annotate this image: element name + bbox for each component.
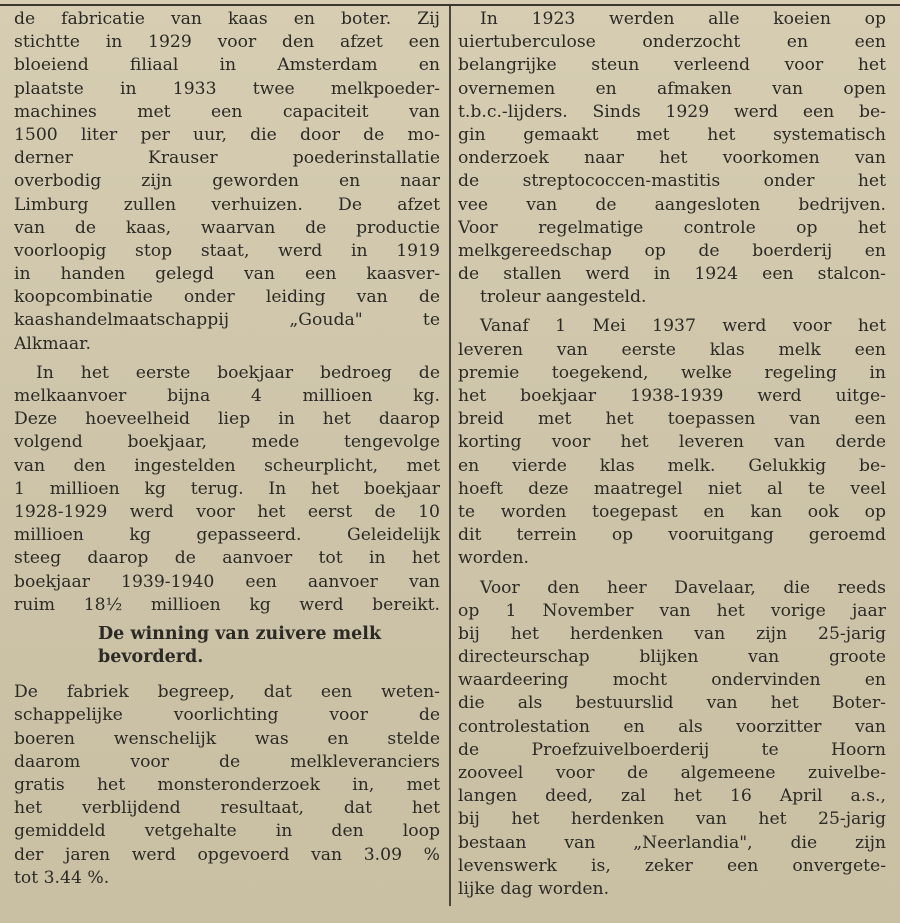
text-line: volgend boekjaar, mede tengevolge [14,432,440,453]
text-line: troleur aangesteld. [480,287,647,308]
left-column [14,8,440,890]
text-line: schappelijke voorlichting voor de [14,705,440,726]
section-heading-line: De winning van zuivere melk [98,623,382,644]
text-line: zooveel voor de algemeene zuivelbe- [458,763,886,783]
column-divider [449,6,451,906]
text-line: 1 millioen kg terug. In het boekjaar [14,478,440,499]
text-line: het verblijdend resultaat, dat het [14,798,440,819]
text-line: vee van de aangesloten bedrijven. [458,194,886,215]
text-line: en vierde klas melk. Gelukkig be- [458,455,886,476]
text-line: Vanaf 1 Mei 1937 werd voor het [480,316,886,337]
text-line: In 1923 werden alle koeien op [480,9,886,29]
text-line: machines met een capaciteit van [14,101,440,122]
text-line: gin gemaakt met het systematisch [458,124,886,145]
text-line: het boekjaar 1938-1939 werd uitge- [458,386,886,406]
text-line: Alkmaar. [14,333,91,354]
text-line: breid met het toepassen van een [458,409,886,430]
text-line: koopcombinatie onder leiding van de [14,287,440,308]
text-line: plaatste in 1933 twee melkpoeder- [14,78,440,99]
text-line: millioen kg gepasseerd. Geleidelijk [14,525,440,546]
text-line: tot 3.44 %. [14,867,110,888]
text-line: overbodig zijn geworden en naar [14,171,440,192]
text-line: langen deed, zal het 16 April a.s., [458,786,886,807]
text-line: op 1 November van het vorige jaar [458,600,886,621]
text-line: melkaanvoer bijna 4 millioen kg. [14,386,440,406]
text-line: Voor den heer Davelaar, die reeds [480,577,886,598]
text-line: boeren wenschelijk was en stelde [14,728,440,749]
text-line: directeurschap blijken van groote [458,647,886,668]
text-line: van den ingestelden scheurplicht, met [14,455,440,476]
text-line: bestaan van „Neerlandia", die zijn [458,832,886,853]
text-line: De fabriek begreep, dat een weten- [14,682,440,703]
left-paragraph-1 [14,8,440,356]
right-paragraph-2 [458,315,886,570]
text-line: kaashandelmaatschappij „Gouda" te [14,310,440,331]
text-line: lijke dag worden. [458,878,610,899]
text-line: Voor regelmatige controle op het [458,217,886,238]
text-line: boekjaar 1939-1940 een aanvoer van [14,571,440,592]
text-line: steeg daarop de aanvoer tot in het [14,548,440,569]
text-line: die als bestuurslid van het Boter- [458,693,886,714]
right-column [458,8,886,901]
left-paragraph-3 [14,681,440,890]
text-line: Limburg zullen verhuizen. De afzet [14,194,440,215]
text-line: stichtte in 1929 voor den afzet een [14,32,440,53]
text-line: Deze hoeveelheid liep in het daarop [14,409,440,430]
section-heading [14,623,440,669]
text-line: der jaren werd opgevoerd van 3.09 % [14,844,440,865]
text-line: daarom voor de melkleveranciers [14,751,440,772]
text-line: de fabricatie van kaas en boter. Zij [14,9,440,29]
text-line: onderzoek naar het voorkomen van [458,148,886,169]
text-line: belangrijke steun verleend voor het [458,55,886,76]
text-line: van de kaas, waarvan de productie [14,217,440,238]
right-paragraph-1 [458,8,886,309]
text-line: hoeft deze maatregel niet al te veel [458,478,886,499]
text-line: In het eerste boekjaar bedroeg de [36,362,440,383]
text-line: bij het herdenken van zijn 25-jarig [458,623,886,644]
section-heading-line: bevorderd. [98,647,204,668]
text-line: in handen gelegd van een kaasver- [14,264,440,285]
text-line: uiertuberculose onderzocht en een [458,32,886,53]
text-line: voorloopig stop staat, werd in 1919 [14,240,440,261]
text-line: worden. [458,548,529,569]
text-line: waardeering mocht ondervinden en [458,670,886,691]
text-line: premie toegekend, welke regeling in [458,362,886,383]
text-line: korting voor het leveren van derde [458,432,886,453]
text-line: 1500 liter per uur, die door de mo- [14,124,440,145]
text-line: ruim 18½ millioen kg werd bereikt. [14,594,440,615]
text-line: derner Krauser poederinstallatie [14,148,440,169]
text-line: de streptococcen-mastitis onder het [458,171,886,192]
text-line: gemiddeld vetgehalte in den loop [14,821,440,842]
text-line: melkgereedschap op de boerderij en [458,240,886,261]
left-paragraph-2 [14,362,440,617]
text-line: leveren van eerste klas melk een [458,339,886,360]
text-line: dit terrein op vooruitgang geroemd [458,525,886,546]
text-line: de Proefzuivelboerderij te Hoorn [458,739,886,760]
text-line: levenswerk is, zeker een onvergete- [458,855,886,876]
text-line: bloeiend filiaal in Amsterdam en [14,55,440,76]
text-line: t.b.c.-lijders. Sinds 1929 werd een be- [458,101,886,122]
text-line: 1928-1929 werd voor het eerst de 10 [14,501,440,522]
text-line: te worden toegepast en kan ook op [458,501,886,522]
text-line: gratis het monsteronderzoek in, met [14,775,440,795]
text-line: controlestation en als voorzitter van [458,716,886,737]
text-line: bij het herdenken van het 25-jarig [458,809,886,830]
right-paragraph-3 [458,577,886,902]
text-line: de stallen werd in 1924 een stalcon- [458,264,886,285]
text-line: overnemen en afmaken van open [458,78,886,99]
